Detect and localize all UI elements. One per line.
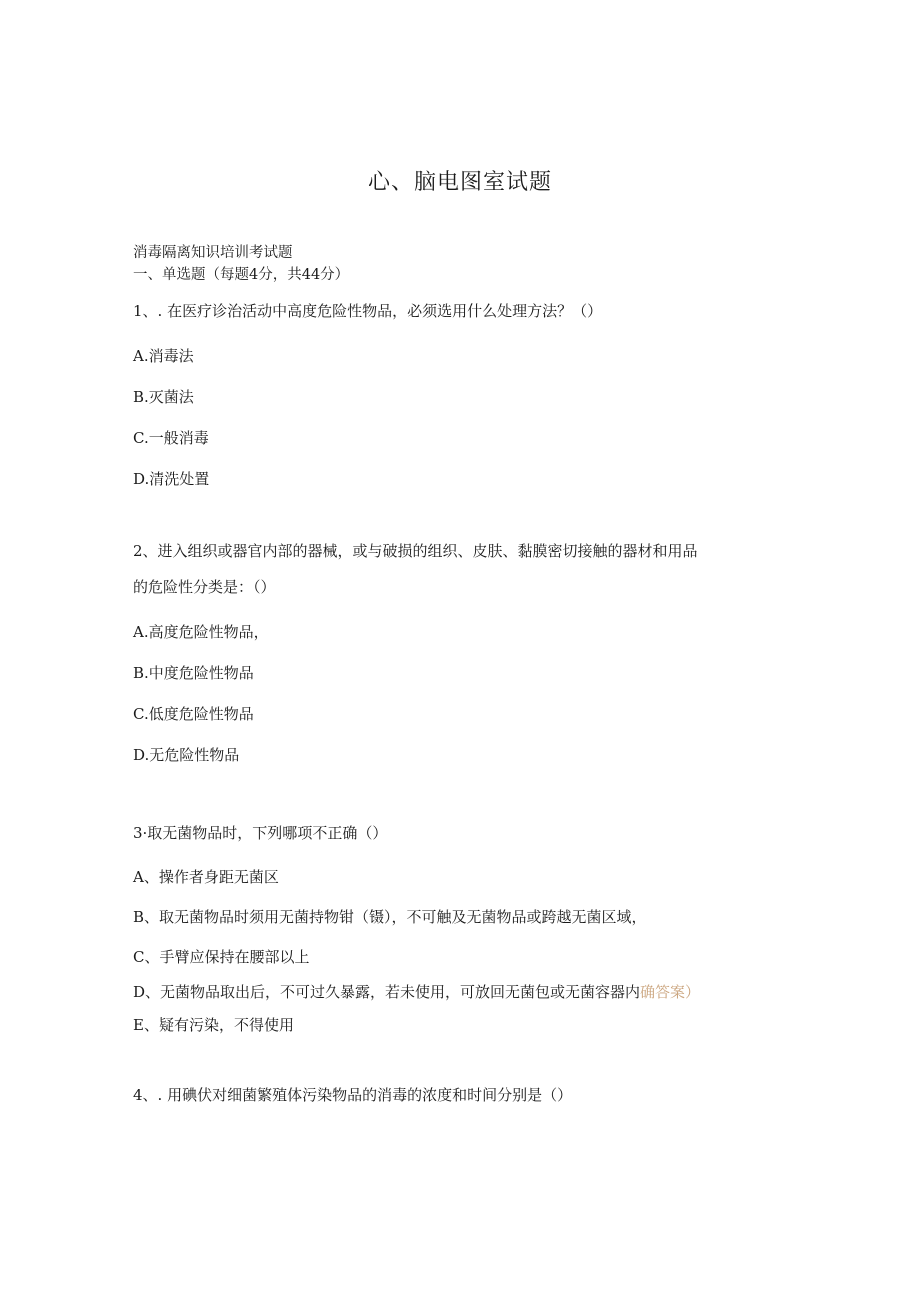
question-3-option-e: E、疑有污染，不得使用 bbox=[133, 1016, 294, 1034]
question-2-option-c: C.低度危险性物品 bbox=[133, 705, 254, 723]
question-3-option-b: B、取无菌物品时须用无菌持物钳（镊），不可触及无菌物品或跨越无菌区域， bbox=[133, 908, 647, 926]
question-3-option-d: D、无菌物品取出后，不可过久暴露，若未使用，可放回无菌包或无菌容器内 bbox=[133, 983, 641, 1001]
question-3-option-a: A、操作者身距无菌区 bbox=[133, 868, 279, 886]
question-1-option-d: D.清洗处置 bbox=[133, 470, 210, 488]
question-1-option-b: B.灭菌法 bbox=[133, 388, 194, 406]
page-title: 心、脑电图室试题 bbox=[367, 170, 552, 195]
section-heading: 一、单选题（每题4分，共44分） bbox=[133, 267, 350, 283]
question-2-option-d: D.无危险性物品 bbox=[133, 746, 240, 764]
question-4-stem: 4、. 用碘伏对细菌繁殖体污染物品的消毒的浓度和时间分别是（） bbox=[133, 1086, 573, 1104]
question-2-option-b: B.中度危险性物品 bbox=[133, 664, 254, 682]
question-3-option-d-row bbox=[133, 981, 700, 1003]
question-3-option-c: C、手臂应保持在腰部以上 bbox=[133, 948, 310, 966]
question-1-stem: 1、. 在医疗诊治活动中高度危险性物品，必须选用什么处理方法？（） bbox=[133, 302, 603, 320]
question-3-stem: 3·取无菌物品时，下列哪项不正确（） bbox=[133, 824, 388, 842]
question-2-stem-line-2: 的危险性分类是：（） bbox=[133, 578, 276, 596]
answer-note: 确答案） bbox=[640, 983, 701, 1001]
question-2-stem-line-1: 2、进入组织或器官内部的器械，或与破损的组织、皮肤、黏膜密切接触的器材和用品 bbox=[133, 542, 698, 560]
question-1-option-a: A.消毒法 bbox=[133, 347, 194, 365]
question-1-option-c: C.一般消毒 bbox=[133, 429, 209, 447]
question-2-option-a: A.高度危险性物品， bbox=[133, 623, 269, 641]
exam-subtitle: 消毒隔离知识培训考试题 bbox=[133, 245, 293, 261]
